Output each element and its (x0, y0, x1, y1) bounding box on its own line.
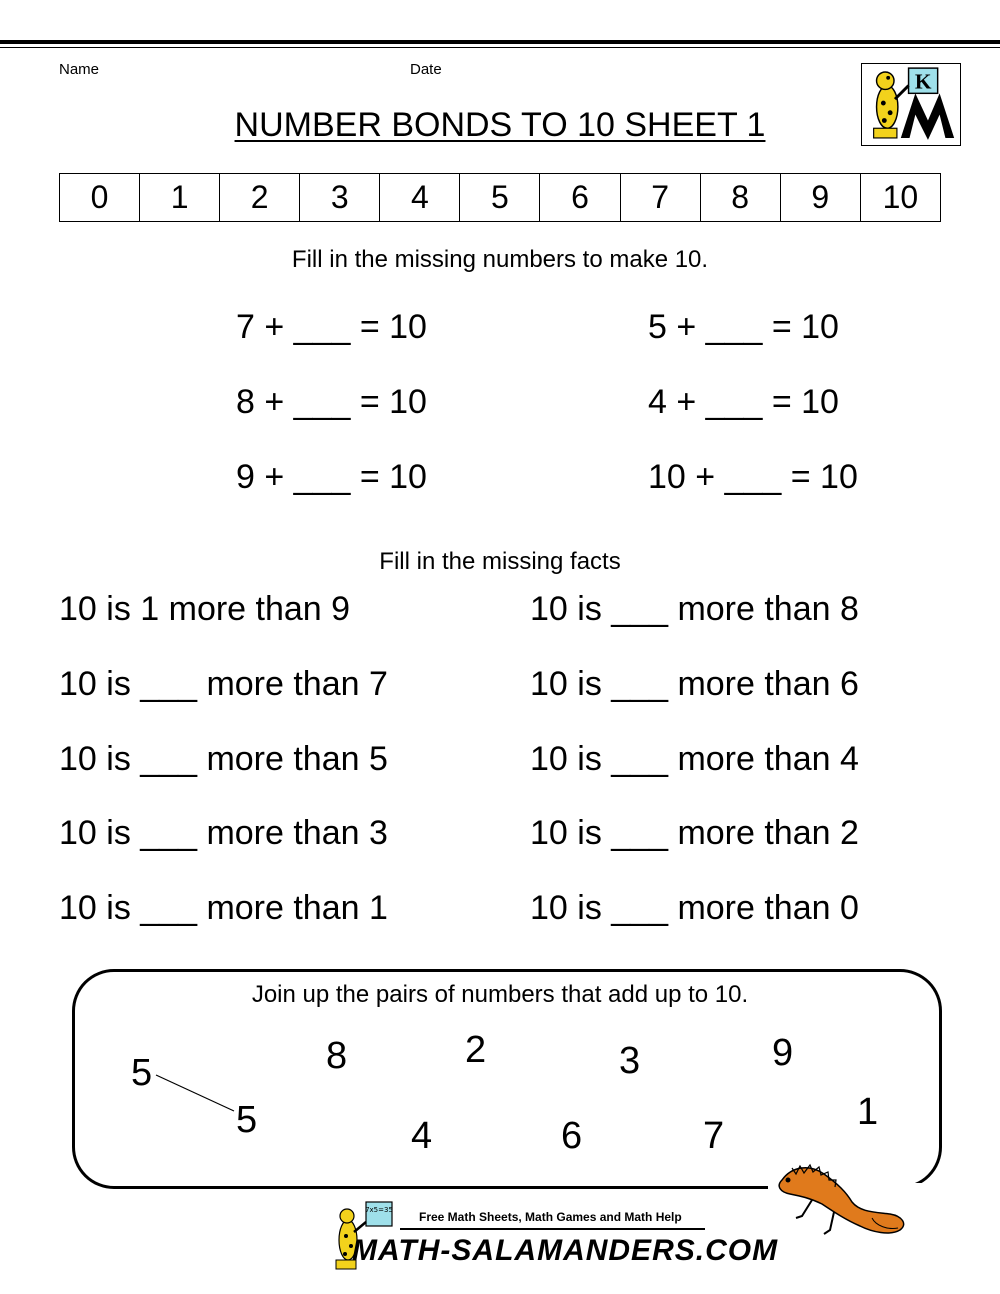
fact: 10 is ___ more than 1 (59, 889, 388, 927)
number-cell: 3 (300, 174, 380, 222)
fact: 10 is ___ more than 6 (530, 665, 859, 703)
join-number[interactable]: 7 (703, 1115, 725, 1157)
fact: 10 is ___ more than 8 (530, 590, 859, 628)
footer-divider (400, 1228, 705, 1230)
equation: 4 + ___ = 10 (648, 383, 839, 421)
fact: 10 is ___ more than 3 (59, 814, 388, 852)
fact: 10 is ___ more than 2 (530, 814, 859, 852)
logo-letter: K (914, 69, 932, 94)
fact: 10 is ___ more than 7 (59, 665, 388, 703)
number-cell: 6 (540, 174, 620, 222)
join-pairs-instruction: Join up the pairs of numbers that add up to 10. (251, 981, 749, 1008)
join-number[interactable]: 5 (131, 1052, 153, 1094)
equation: 8 + ___ = 10 (236, 383, 427, 421)
example-join-line (156, 1075, 234, 1111)
join-number[interactable]: 3 (619, 1040, 641, 1082)
number-cell: 9 (780, 174, 860, 222)
number-cell: 7 (620, 174, 700, 222)
equation: 7 + ___ = 10 (236, 308, 427, 346)
salamander-icon (772, 1158, 912, 1242)
fact: 10 is 1 more than 9 (59, 590, 351, 628)
fact: 10 is ___ more than 5 (59, 740, 388, 778)
equation: 9 + ___ = 10 (236, 458, 427, 496)
join-number[interactable]: 8 (326, 1035, 348, 1077)
number-cell: 0 (60, 174, 140, 222)
number-cell: 8 (700, 174, 780, 222)
date-label: Date (410, 61, 442, 78)
number-cell: 5 (460, 174, 540, 222)
equation: 5 + ___ = 10 (648, 308, 839, 346)
footer-badge: 7x5=35 (365, 1206, 393, 1214)
name-label: Name (59, 61, 100, 78)
fact: 10 is ___ more than 0 (530, 889, 859, 927)
number-cell: 10 (860, 174, 940, 222)
join-number[interactable]: 1 (857, 1091, 879, 1133)
footer-tagline: Free Math Sheets, Math Games and Math Help (419, 1210, 682, 1224)
page-title: NUMBER BONDS TO 10 SHEET 1 (234, 106, 766, 144)
fact: 10 is ___ more than 4 (530, 740, 859, 778)
number-cell: 1 (140, 174, 220, 222)
equation: 10 + ___ = 10 (648, 458, 858, 496)
join-number[interactable]: 4 (411, 1115, 433, 1157)
number-cell: 2 (220, 174, 300, 222)
join-number[interactable]: 9 (772, 1032, 794, 1074)
missing-facts-instruction: Fill in the missing facts (379, 548, 621, 575)
missing-numbers-instruction: Fill in the missing numbers to make 10. (291, 246, 709, 273)
footer-brand[interactable]: MATH-SALAMANDERS.COM (352, 1234, 779, 1267)
join-number[interactable]: 6 (561, 1115, 583, 1157)
number-cell: 4 (380, 174, 460, 222)
join-number[interactable]: 5 (236, 1099, 258, 1141)
join-number[interactable]: 2 (465, 1029, 487, 1071)
